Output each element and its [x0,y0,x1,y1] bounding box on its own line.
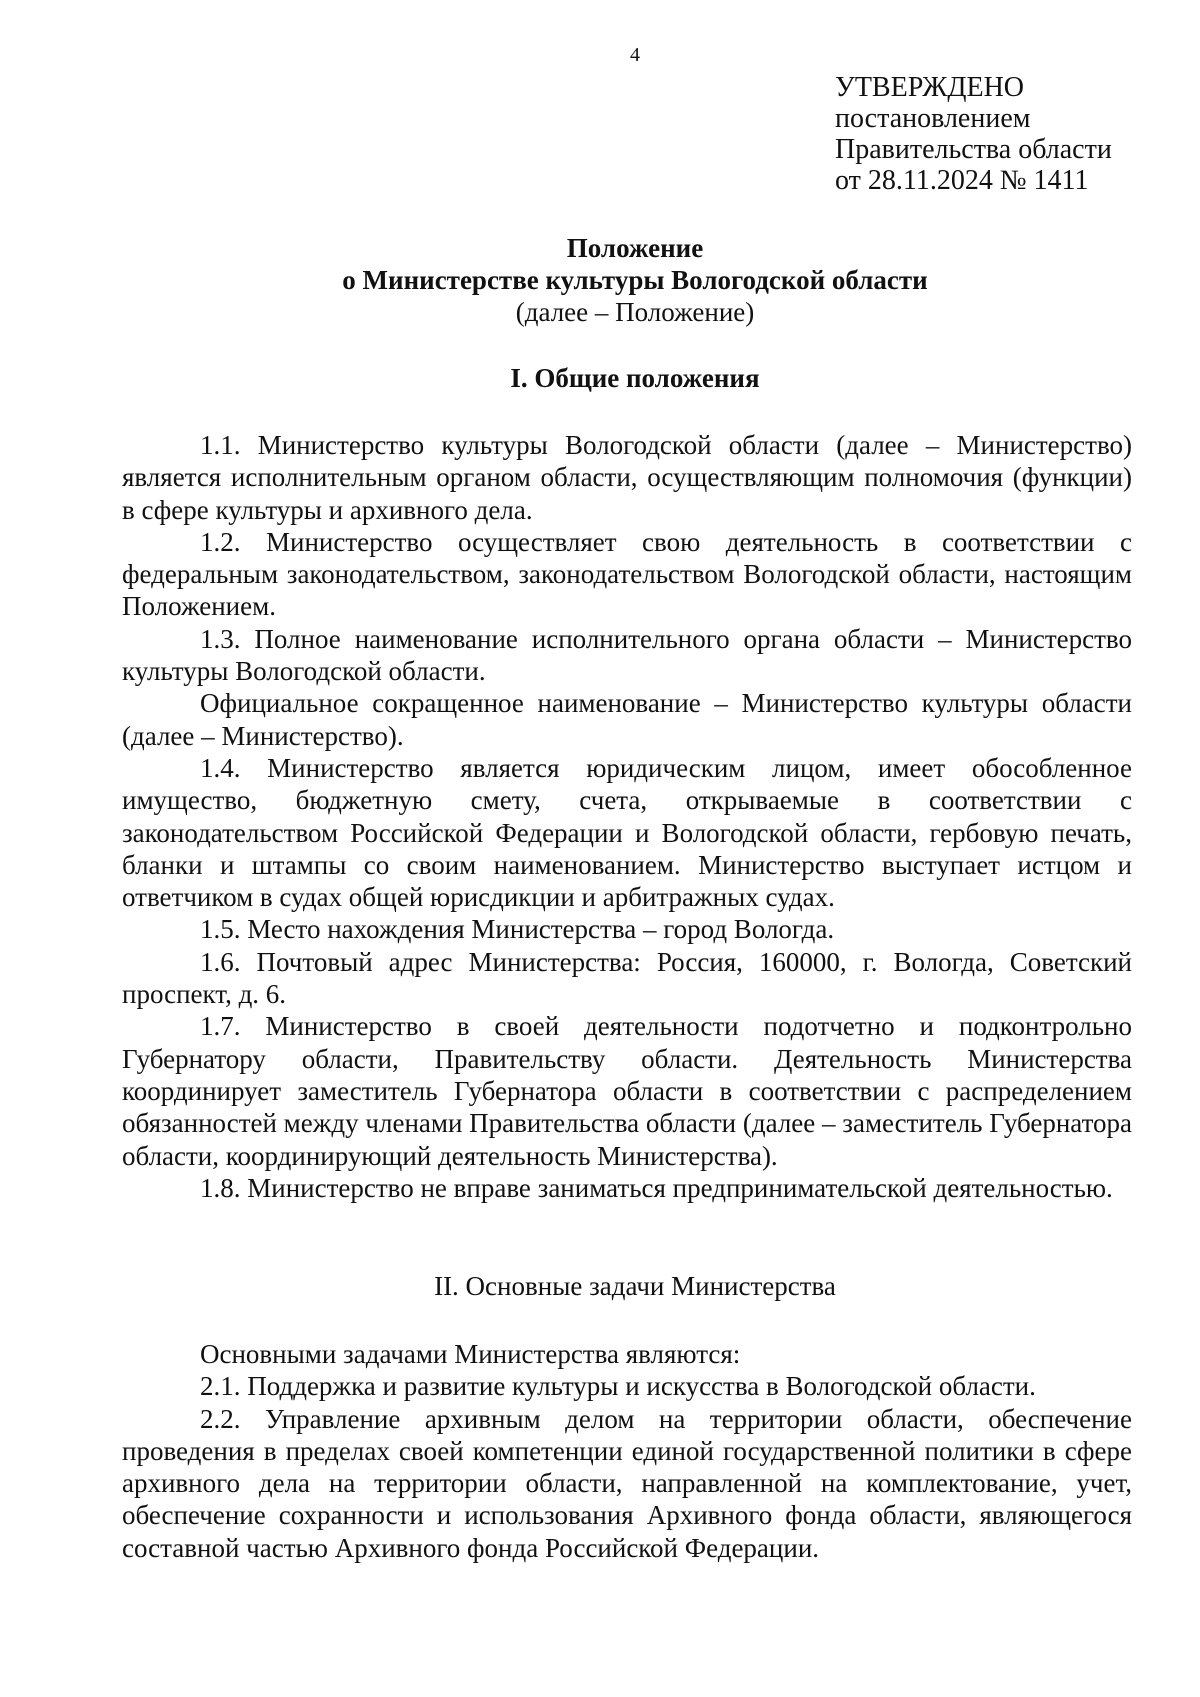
approval-title: УТВЕРЖДЕНО [835,72,1025,103]
approval-date: от 28.11.2024 № 1411 [835,165,1089,196]
approval-line: Правительства области [835,134,1112,165]
paragraph: 1.7. Министерство в своей деятельности подотчетно и подконтрольно Губернатору области, Правительству области. Деятельность Министерства координирует заместитель Губернатора области в соответствии с распределением обязанностей между членами Правительства области (далее – заместитель Губернатора области, координирующий деятельность Министерства). [122,1011,1132,1171]
approval-line: постановлением [835,103,1031,134]
document-title [0,232,1200,328]
paragraph: 1.5. Место нахождения Министерства – город Вологда. [200,914,835,945]
paragraph: 2.1. Поддержка и развитие культуры и искусства в Вологодской области. [200,1371,1036,1402]
title-line: о Министерстве культуры Вологодской области [342,265,928,295]
page-number: 4 [630,44,640,66]
paragraph: 1.6. Почтовый адрес Министерства: Россия, 160000, г. Вологда, Советский проспект, д. 6. [122,946,1132,1010]
section-body [122,1338,1132,1564]
paragraph: 2.2. Управление архивным делом на территории области, обеспечение проведения в пределах своей компетенции единой государственной политики в сфере архивного дела на территории области, направленной на комплектование, учет, обеспечение сохранности и использования Архивного фонда области, являющегося составной частью Архивного фонда Российской Федерации. [122,1403,1132,1563]
paragraph: 1.3. Полное наименование исполнительного органа области – Министерство культуры Вологодской области. [122,623,1132,687]
section-heading: I. Общие положения [510,363,760,393]
paragraph: 1.2. Министерство осуществляет свою деятельность в соответствии с федеральным законодательством, законодательством Вологодской области, настоящим Положением. [122,526,1132,622]
paragraph: 1.1. Министерство культуры Вологодской области (далее – Министерство) является исполнительным органом области, осуществляющим полномочия (функции) в сфере культуры и архивного дела. [122,430,1132,525]
section-heading: II. Основные задачи Министерства [434,1271,836,1301]
title-line: Положение [566,233,704,263]
approval-stamp [835,72,1112,196]
paragraph: 1.4. Министерство является юридическим лицом, имеет обособленное имущество, бюджетную смету, счета, открываемые в соответствии с законодательством Российской Федерации и Вологодской области, гербовую печать, бланки и штампы со своим наименованием. Министерство выступает истцом и ответчиком в судах общей юрисдикции и арбитражных судах. [122,752,1132,913]
paragraph: Основными задачами Министерства являются: [200,1339,741,1369]
title-subtitle: (далее – Положение) [515,297,755,327]
paragraph: Официальное сокращенное наименование – Министерство культуры области (далее – Министерство). [122,688,1132,751]
section-body [122,429,1132,1204]
paragraph: 1.8. Министерство не вправе заниматься предпринимательской деятельностью. [200,1172,1113,1203]
